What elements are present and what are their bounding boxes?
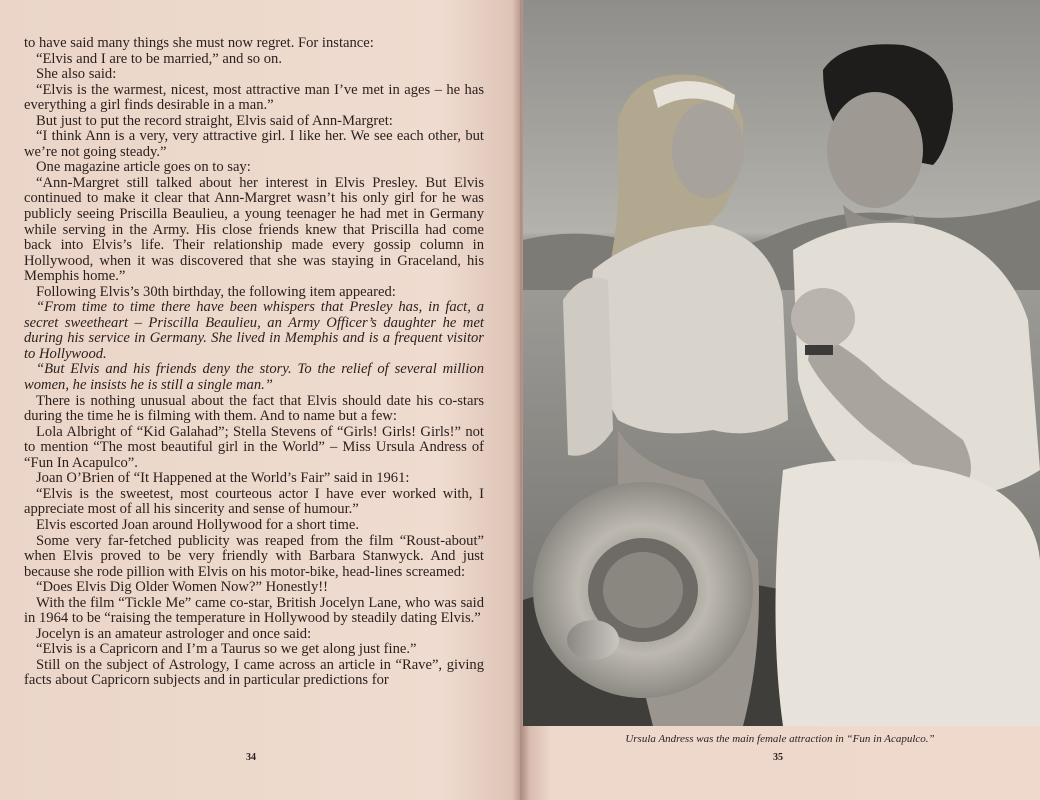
- body-paragraph: Still on the subject of Astrology, I came across an article in “Rave”, giving facts about Capricorn subjects and in particular predictions for: [24, 656, 484, 689]
- body-paragraph: “But Elvis and his friends deny the story. To the relief of several million women, he insists he is still a single man.”: [24, 361, 484, 394]
- body-paragraph: Following Elvis’s 30th birthday, the following item appeared:: [36, 283, 396, 300]
- page-number-right: 35: [773, 752, 783, 763]
- body-paragraph: Lola Albright of “Kid Galahad”; Stella Stevens of “Girls! Girls! Girls!” not to mention “The most beautiful girl in the World” – Miss Ursula Andress of “Fun In Acapulco”.: [24, 423, 484, 471]
- body-text: [24, 36, 484, 689]
- body-paragraph: With the film “Tickle Me” came co-star, British Jocelyn Lane, who was said in 1964 to be “raising the temperature in Hollywood by steadily dating Elvis.”: [24, 594, 484, 627]
- body-paragraph: “Ann-Margret still talked about her interest in Elvis Presley. But Elvis continued to make it clear that Ann-Margret wasn’t his only girl for he was publicly seeing Priscilla Beaulieu, a young teenager he had met in Germany while serving in the Army. His close friends knew that Priscilla had come back into Elvis’s life. Their relationship made every gossip column in Hollywood, when it was discovered that she was staying in Graceland, his Memphis home.”: [24, 174, 484, 285]
- body-paragraph: There is nothing unusual about the fact that Elvis should date his co-stars during the time he is filming with them. And to name but a few:: [24, 392, 484, 425]
- body-paragraph: “Does Elvis Dig Older Women Now?” Honestly!!: [36, 579, 328, 596]
- body-paragraph: Joan O’Brien of “It Happened at the World’s Fair” said in 1961:: [36, 470, 410, 487]
- body-paragraph: “Elvis is the sweetest, most courteous actor I have ever worked with, I appreciate most of all his sincerity and sense of humour.”: [24, 485, 484, 518]
- body-paragraph: “Elvis is a Capricorn and I’m a Taurus so we get along just fine.”: [36, 641, 417, 658]
- body-paragraph: Jocelyn is an amateur astrologer and once said:: [36, 625, 312, 642]
- body-paragraph: to have said many things she must now regret. For instance:: [24, 35, 374, 51]
- body-paragraph: Elvis escorted Joan around Hollywood for a short time.: [36, 516, 360, 533]
- body-paragraph: She also said:: [36, 66, 117, 83]
- body-paragraph: But just to put the record straight, Elvis said of Ann-Margret:: [36, 112, 393, 129]
- body-paragraph: “I think Ann is a very, very attractive girl. I like her. We see each other, but we’re not going steady.”: [24, 128, 484, 160]
- body-paragraph: “Elvis is the warmest, nicest, most attractive man I’ve met in ages – he has everything a girl finds desirable in a man.”: [24, 81, 484, 114]
- body-paragraph: Some very far-fetched publicity was reaped from the film “Roust-about” when Elvis proved to be very friendly with Barbara Stanwyck. And just because she rode pillion with Elvis on his motor-bike, head-lines screamed:: [24, 532, 484, 580]
- photo-caption: Ursula Andress was the main female attraction in “Fun in Acapulco.”: [625, 733, 935, 745]
- page-number-left: 34: [246, 752, 256, 763]
- photo-illustration: [523, 0, 1040, 726]
- body-paragraph: “From time to time there have been whispers that Presley has, in fact, a secret sweetheart – Priscilla Beaulieu, an Army Officer’s daughter he met during his service in Germany. She lived in Memphis and is a frequent visitor to Hollywood.: [24, 299, 484, 362]
- body-paragraph: One magazine article goes on to say:: [36, 159, 251, 176]
- film-still-photo: [523, 0, 1040, 726]
- body-paragraph: “Elvis and I are to be married,” and so on.: [36, 50, 282, 67]
